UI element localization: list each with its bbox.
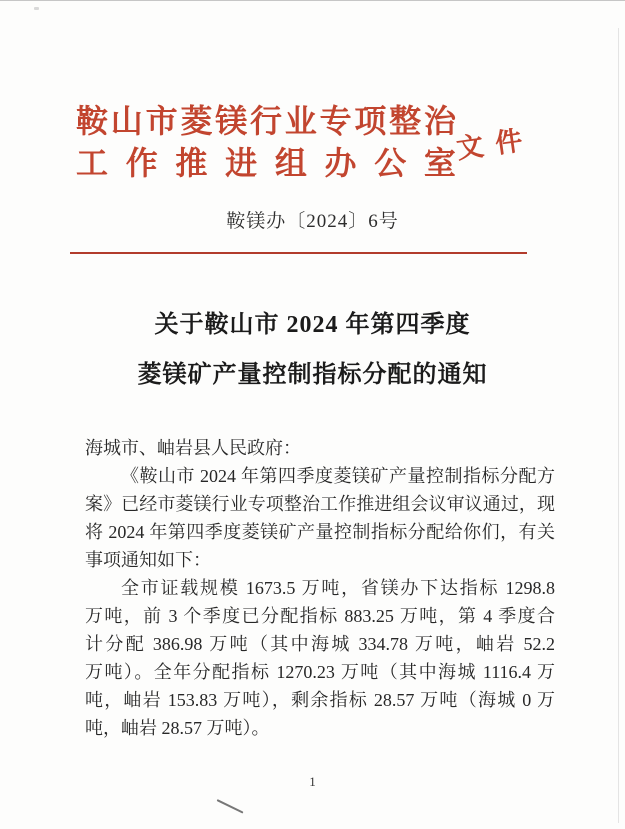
body-line: 吨，岫岩 153.83 万吨），剩余指标 28.57 万吨（海城 0 万 [85, 690, 555, 710]
body-line: 《鞍山市 2024 年第四季度菱镁矿产量控制指标分配方 [121, 466, 555, 486]
letterhead-org-line-2: 工 作 推 进 组 办 公 室 [76, 145, 456, 181]
document-title-line-2: 菱镁矿产量控制指标分配的通知 [137, 362, 488, 388]
scan-right-edge-line [618, 28, 619, 823]
body-line: 将 2024 年第四季度菱镁矿产量控制指标分配给你们，有关 [85, 522, 555, 542]
body-line: 万吨，前 3 个季度已分配指标 883.25 万吨，第 4 季度合 [85, 606, 555, 626]
letterhead [76, 100, 456, 184]
body-line: 吨，岫岩 28.57 万吨）。 [85, 718, 270, 738]
body-line: 案》已经市菱镁行业专项整治工作推进组会议审议通过，现 [85, 494, 555, 514]
page-number: 1 [309, 774, 316, 789]
document-title-line-1: 关于鞍山市 2024 年第四季度 [154, 312, 471, 338]
letterhead-red-rule [70, 252, 527, 254]
body-line: 计分配 386.98 万吨（其中海城 334.78 万吨，岫岩 52.2 [85, 634, 555, 654]
document-body [85, 434, 555, 742]
scan-speck-artifact [34, 7, 39, 10]
body-line: 全市证载规模 1673.5 万吨，省镁办下达指标 1298.8 [121, 578, 555, 598]
document-title [0, 300, 625, 400]
letterhead-doc-type-label: 文件 [454, 123, 537, 165]
body-line: 万吨）。全年分配指标 1270.23 万吨（其中海城 1116.4 万 [85, 662, 555, 682]
document-number: 鞍镁办〔2024〕6号 [226, 211, 399, 232]
scan-scratch-mark [217, 799, 244, 814]
scan-top-edge-line [0, 0, 625, 1]
body-line: 事项通知如下： [85, 550, 211, 570]
salutation-line: 海城市、岫岩县人民政府： [85, 438, 301, 458]
letterhead-org-line-1: 鞍 山 市 菱 镁 行 业 专 项 整 治 [76, 103, 456, 139]
